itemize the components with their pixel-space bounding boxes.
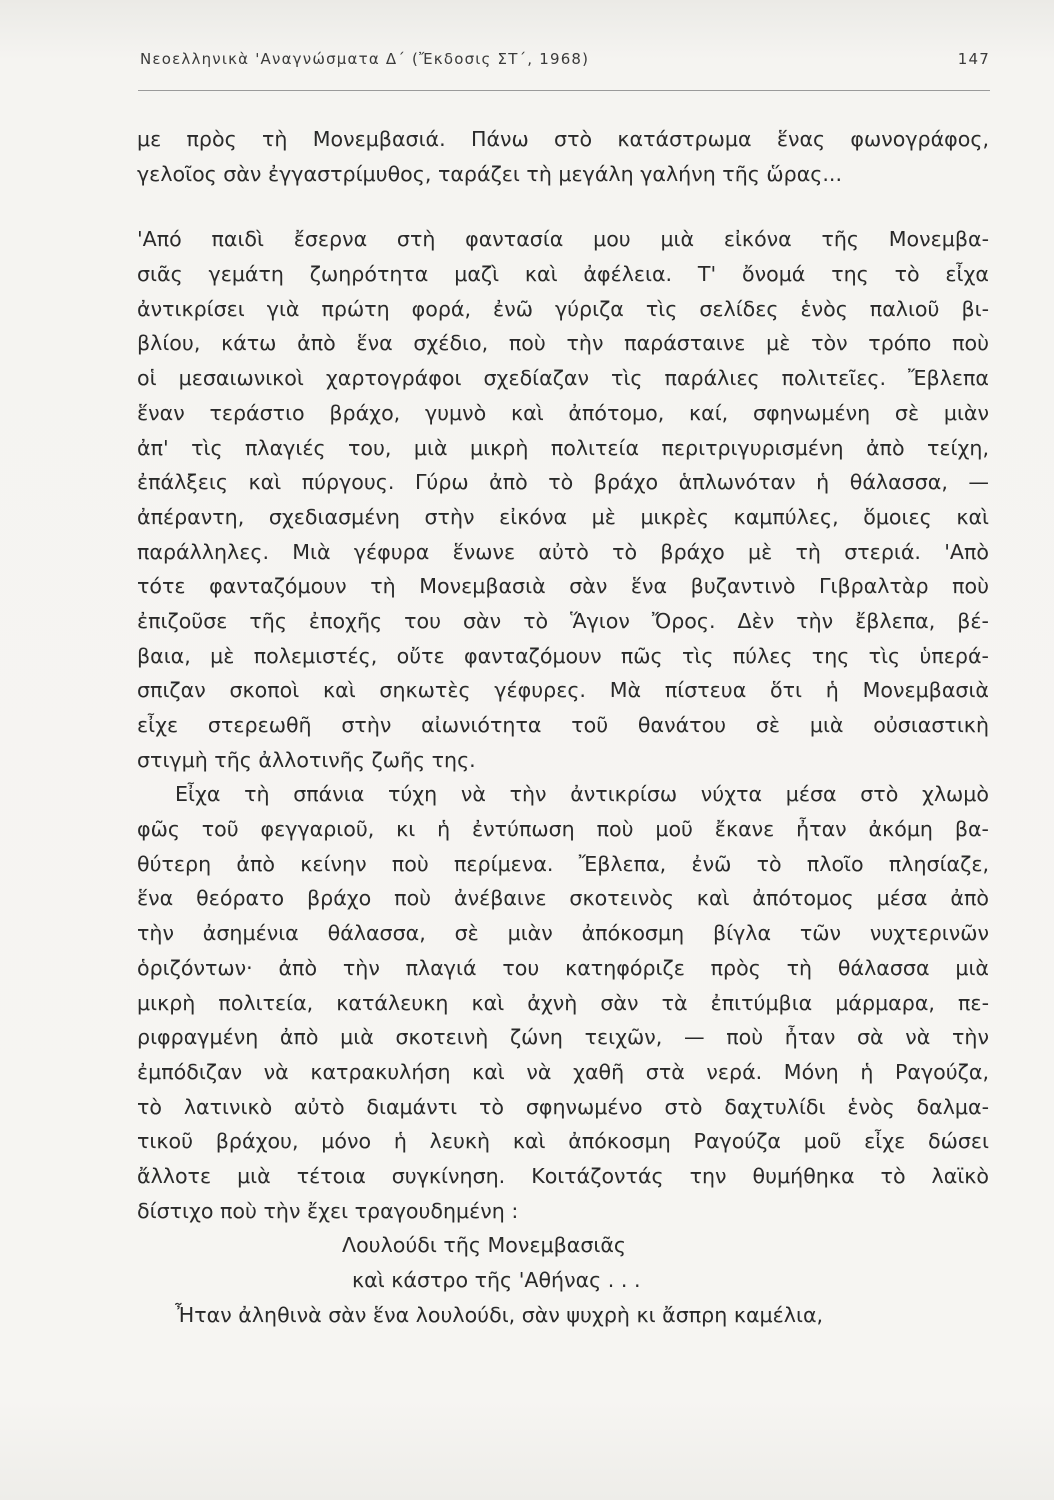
text-line: εἶχε στερεωθῆ στὴν αἰωνιότητα τοῦ θανάτου σὲ μιὰ οὐσιαστικὴ [137,713,989,737]
text-line: τικοῦ βράχου, μόνο ἡ λευκὴ καὶ ἀπόκοσμη Ραγούζα μοῦ εἶχε δώσει [137,1129,989,1154]
text-line: τὴν ἀσημένια θάλασσα, σὲ μιὰν ἀπόκοσμη βίγλα τῶν νυχτερινῶν [137,921,989,946]
text-line: με πρὸς τὴ Μονεμβασιά. Πάνω στὸ κατάστρωμα ἕνας φωνογράφος, [137,127,989,151]
running-title: Νεοελληνικὰ 'Αναγνώσματα Δ΄ (Ἔκδοσις ΣΤ΄, 1968) [140,50,590,68]
text-line: σιᾶς γεμάτη ζωηρότητα μαζὶ καὶ ἀφέλεια. Τ' ὄνομά της τὸ εἶχα [137,262,989,287]
paragraph-1 [137,122,989,191]
text-line: ὁριζόντων· ἀπὸ τὴν πλαγιά του κατηφόριζε πρὸς τὴ θάλασσα μιὰ [137,955,989,980]
text-line: σπιζαν σκοποὶ καὶ σηκωτὲς γέφυρες. Μὰ πίστευα ὅτι ἡ Μονεμβασιὰ [137,678,989,703]
text-line: στιγμὴ τῆς ἀλλοτινῆς ζωῆς της. [137,747,476,772]
body-text [137,122,989,1332]
text-line: δίστιχο ποὺ τὴν ἔχει τραγουδημένη : [137,1198,519,1223]
verse-couplet [137,1228,989,1297]
text-line: ἄλλοτε μιὰ τέτοια συγκίνηση. Κοιτάζοντάς την θυμήθηκα τὸ λαϊκὸ [137,1163,989,1188]
text-line: ἀπέραντη, σχεδιασμένη στὴν εἰκόνα μὲ μικρὲς καμπύλες, ὅμοιες καὶ [137,504,989,529]
text-line: 'Από παιδὶ ἔσερνα στὴ φαντασία μου μιὰ εἰκόνα τῆς Μονεμβα- [137,227,989,252]
page-number: 147 [957,50,990,68]
text-line: Εἶχα τὴ σπάνια τύχη νὰ τὴν ἀντικρίσω νύχτα μέσα στὸ χλωμὸ [175,782,989,807]
text-line: θύτερη ἀπὸ κείνην ποὺ περίμενα. Ἔβλεπα, ἐνῶ τὸ πλοῖο πλησίαζε, [137,851,989,876]
text-line: ἐπάλξεις καὶ πύργους. Γύρω ἀπὸ τὸ βράχο ἁπλωνόταν ἡ θάλασσα, — [137,470,989,495]
verse-line: Λουλούδι τῆς Μονεμβασιᾶς [342,1233,627,1258]
text-line: ἕνα θεόρατο βράχο ποὺ ἀνέβαινε σκοτεινὸς καὶ ἀπότομος μέσα ἀπὸ [137,886,989,911]
text-line: βαια, μὲ πολεμιστές, οὔτε φανταζόμουν πῶς τὶς πύλες της τὶς ὑπερά- [137,643,989,668]
paragraph-3 [137,777,989,1228]
text-line: τότε φανταζόμουν τὴ Μονεμβασιὰ σὰν ἕνα βυζαντινὸ Γιβραλτὰρ ποὺ [137,574,989,599]
text-line: τὸ λατινικὸ αὐτὸ διαμάντι τὸ σφηνωμένο στὸ δαχτυλίδι ἑνὸς δαλμα- [137,1094,989,1119]
text-line: ἀντικρίσει γιὰ πρώτη φορά, ἐνῶ γύριζα τὶς σελίδες ἑνὸς παλιοῦ βι- [137,296,989,321]
text-line: μικρὴ πολιτεία, κατάλευκη καὶ ἀχνὴ σὰν τὰ ἐπιτύμβια μάρμαρα, πε- [137,990,989,1015]
paragraph-2 [137,222,989,777]
header-rule [138,90,990,91]
text-line: οἱ μεσαιωνικοὶ χαρτογράφοι σχεδίαζαν τὶς παράλιες πολιτεῖες. Ἔβλεπα [137,366,989,391]
text-line: παράλληλες. Μιὰ γέφυρα ἕνωνε αὐτὸ τὸ βράχο μὲ τὴ στεριά. 'Απὸ [137,539,989,564]
text-line: ριφραγμένη ἀπὸ μιὰ σκοτεινὴ ζώνη τειχῶν, — ποὺ ἦταν σὰ νὰ τὴν [137,1025,989,1050]
text-line: βλίου, κάτω ἀπὸ ἕνα σχέδιο, ποὺ τὴν παράσταινε μὲ τὸν τρόπο ποὺ [137,331,989,356]
closing-line: Ἦταν ἀληθινὰ σὰν ἕνα λουλούδι, σὰν ψυχρὴ κι ἄσπρη καμέλια, [175,1302,824,1327]
text-line: φῶς τοῦ φεγγαριοῦ, κι ἡ ἐντύπωση ποὺ μοῦ ἔκανε ἦταν ἀκόμη βα- [137,817,989,842]
text-line: ἀπ' τὶς πλαγιές του, μιὰ μικρὴ πολιτεία περιτριγυρισμένη ἀπὸ τείχη, [137,435,989,460]
text-line: ἐπιζοῦσε τῆς ἐποχῆς του σὰν τὸ Ἅγιον Ὄρος. Δὲν τὴν ἔβλεπα, βέ- [137,608,989,633]
verse-line: καὶ κάστρο τῆς 'Αθήνας . . . [352,1268,641,1292]
text-line: ἐμπόδιζαν νὰ κατρακυλήση καὶ νὰ χαθῆ στὰ νερά. Μόνη ἡ Ραγούζα, [137,1059,989,1084]
text-line: γελοῖος σὰν ἐγγαστρίμυθος, ταράζει τὴ μεγάλη γαλήνη τῆς ὥρας... [137,161,843,186]
text-line: ἕναν τεράστιο βράχο, γυμνὸ καὶ ἀπότομο, καί, σφηνωμένη σὲ μιὰν [137,400,989,425]
